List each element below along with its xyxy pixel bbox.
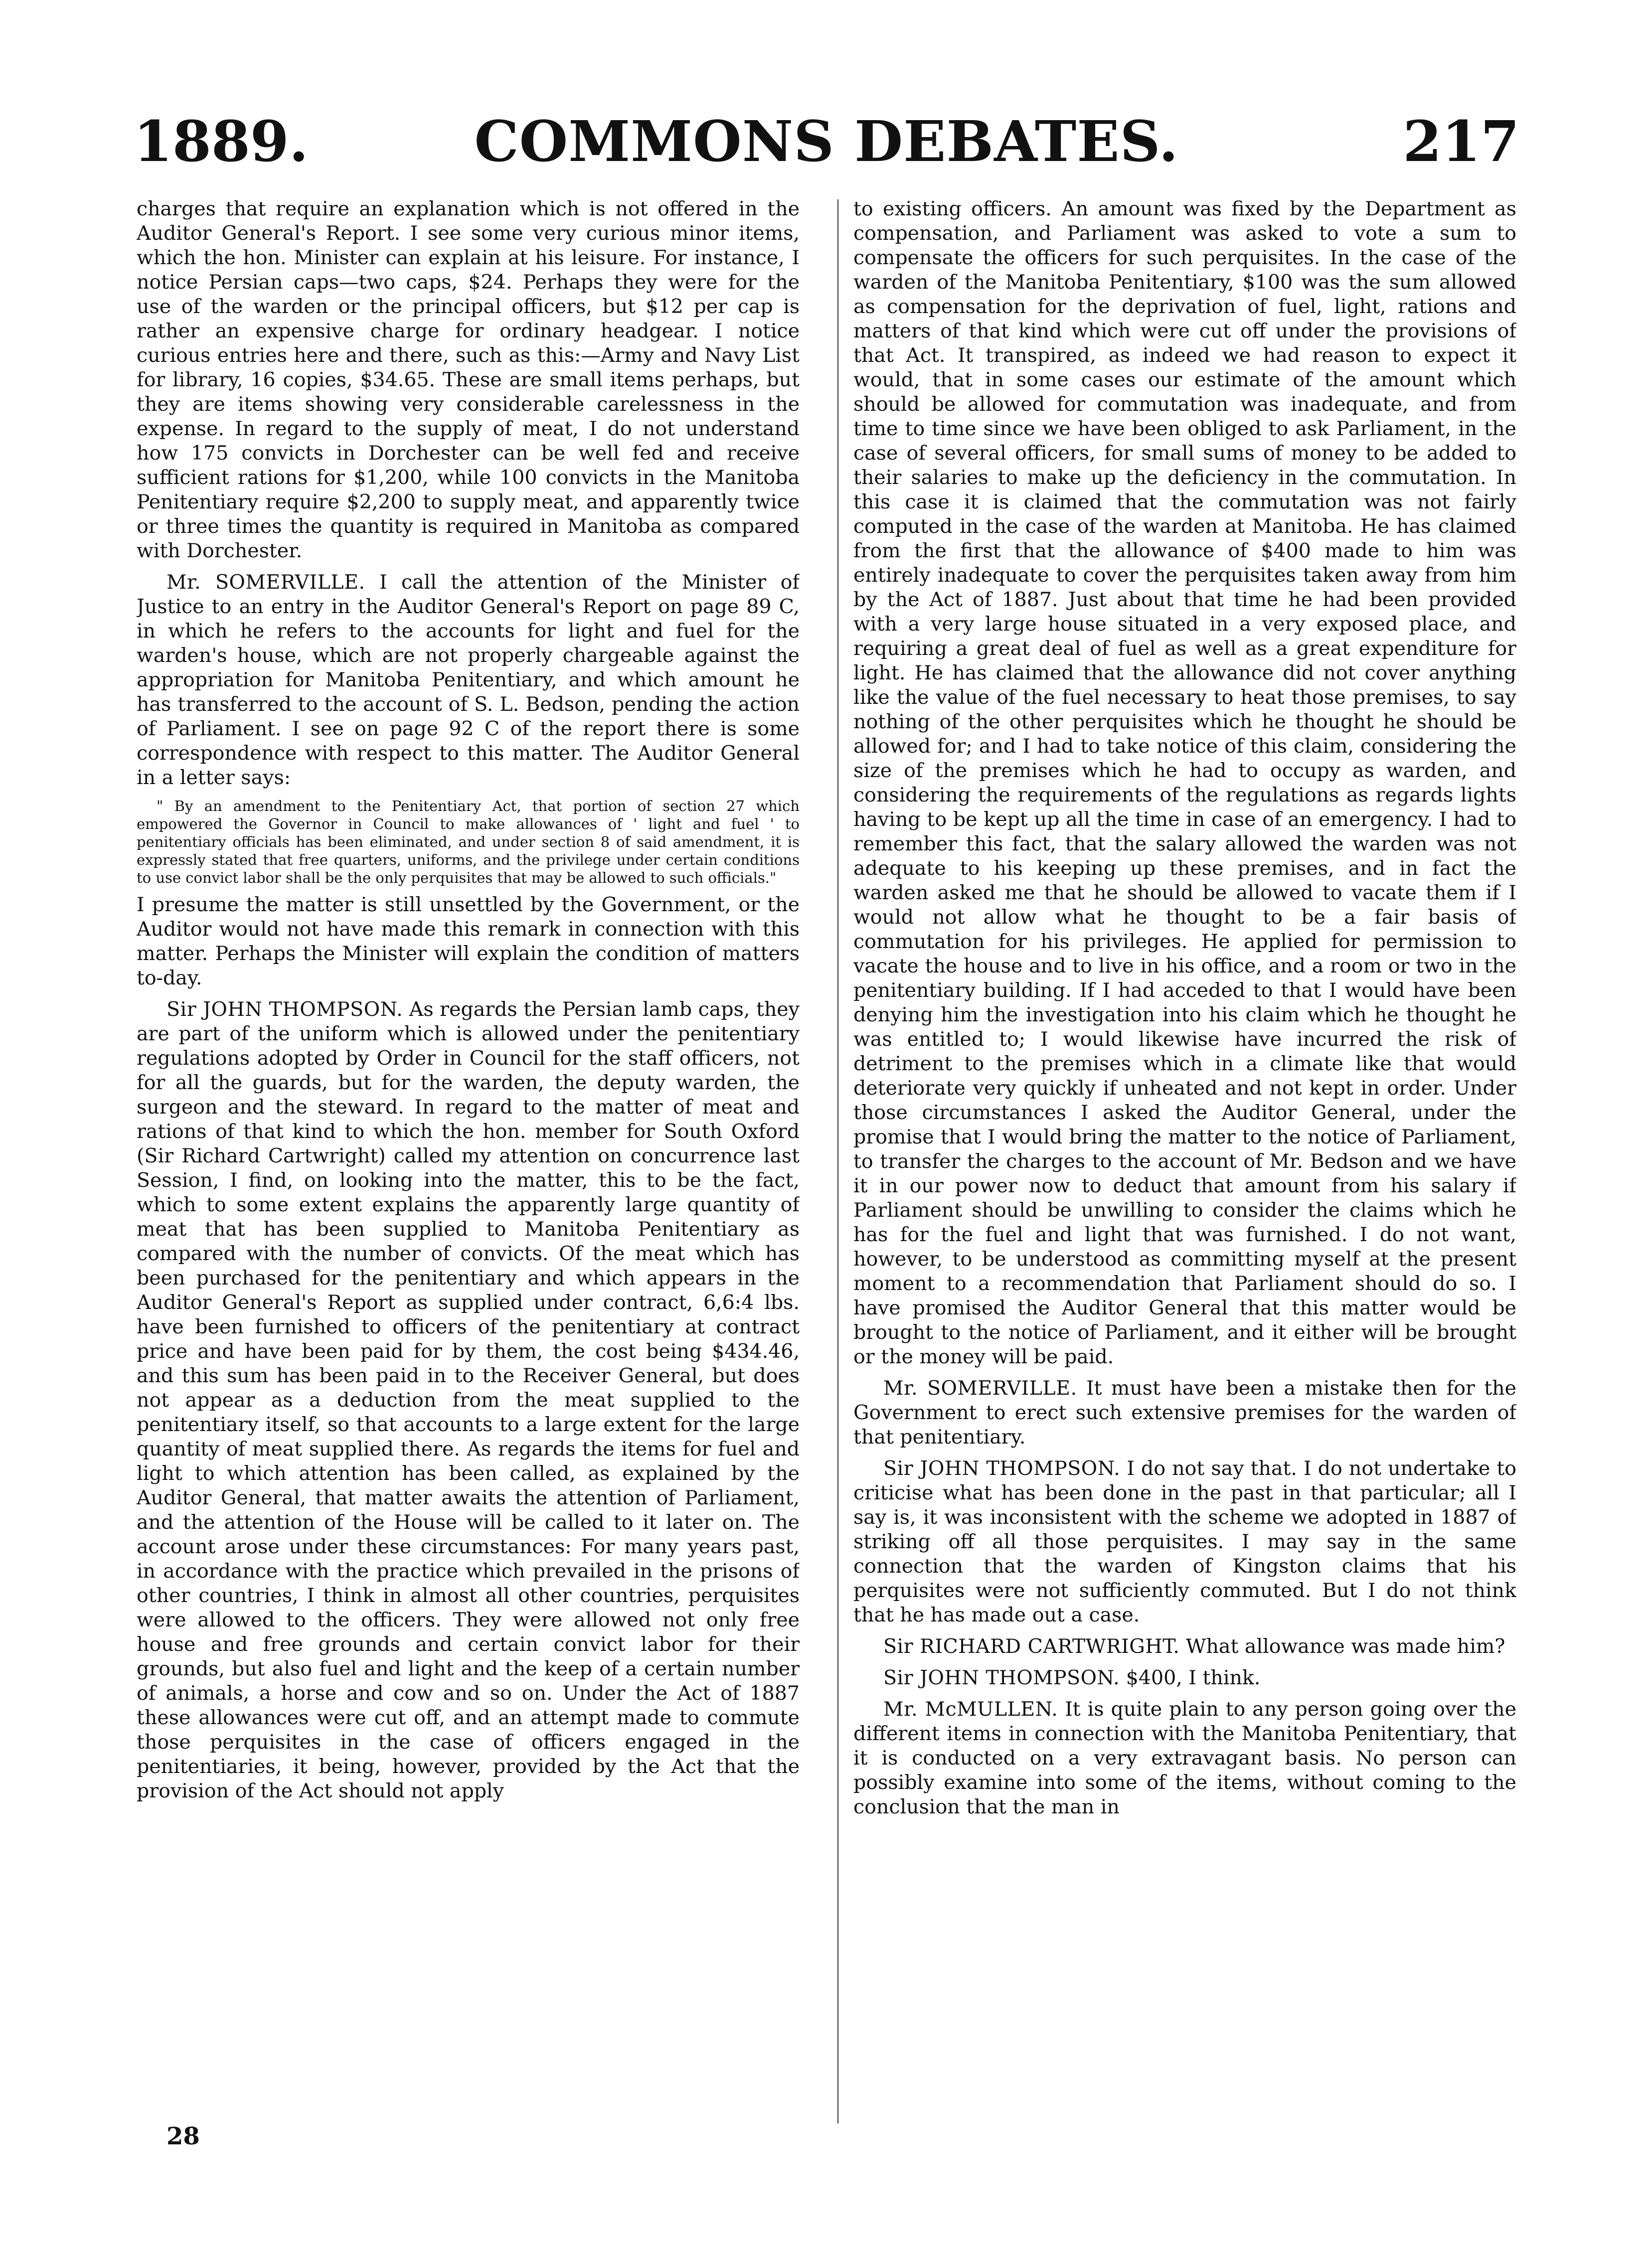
paragraph (853, 1376, 1516, 1450)
page-header (134, 105, 1519, 179)
paragraph: I presume the matter is still unsettled by the Government, or the Auditor would not have made this remark in connection with this matter. Perhaps the Minister will explain the condition of matters to-day. (137, 893, 800, 989)
speaker-name: Mr. SOMERVILLE. (883, 1377, 1077, 1400)
paragraph (853, 1634, 1516, 1659)
speaker-name: Mr. McMULLEN. (883, 1698, 1058, 1721)
speaker-name: Mr. SOMERVILLE. (166, 571, 365, 594)
speech-text: I call the attention of the Minister of Justice to an entry in the Auditor General's Report on page 89 C, in which he refers to the accounts for light and fuel for the warden's house, which are not properly chargeable against the appropriation for Manitoba Penitentiary, and which amount he has transferred to the account of S. L. Bedson, pending the action of Parliament. I see on page 92 C of the report there is some correspondence with respect to this matter. The Auditor General in a letter says: (137, 571, 800, 789)
speaker-name: Sir JOHN THOMPSON. (166, 998, 403, 1021)
paragraph (137, 997, 800, 1803)
speech-text: It must have been a mistake then for the Government to erect such extensive premises for the warden of that penitentiary. (853, 1377, 1516, 1449)
speaker-name: Sir JOHN THOMPSON. (883, 1666, 1120, 1689)
paragraph (853, 1666, 1516, 1690)
paragraph: to existing officers. An amount was fixed by the Department as compensation, and Parliament was asked to vote a sum to compensate the officers for such perquisites. In the case of the warden of the Manitoba Penitentiary, $100 was the sum allowed as compensation for the deprivation of fuel, light, rations and matters of that kind which were cut off under the provisions of that Act. It transpired, as indeed we had reason to expect it would, that in some cases our estimate of the amount which should be allowed for commutation was inadequate, and from time to time since we have been obliged to ask Parliament, in the case of several officers, for small sums of money to be added to their salaries to make up the deficiency in the commutation. In this case it is claimed that the commutation was not fairly computed in the case of the warden at Manitoba. He has claimed from the first that the allowance of $400 made to him was entirely inadequate to cover the perquisites taken away from him by the Act of 1887. Just about that time he had been provided with a very large house situated in a very exposed place, and requiring a great deal of fuel as well as a great expenditure for light. He has claimed that the allowance did not cover anything like the value of the fuel necessary to heat those premises, to say nothing of the other perquisites which he thought he should be allowed for; and I had to take notice of this claim, considering the size of the premises which he had to occupy as warden, and considering the requirements of the regulations as regards lights having to be kept up all the time in case of an emergency. I had to remember this fact, that the salary allowed the warden was not adequate to his keeping up these premises, and in fact the warden asked me that he should be allowed to vacate them if I would not allow what he thought to be a fair basis of commutation for his privileges. He applied for permission to vacate the house and to live in his office, and a room or two in the penitentiary building. If I had acceded to that I would have been denying him the investigation into his claim which he thought he was entitled to; I would likewise have incurred the risk of detriment to the premises which in a climate like that would deteriorate very quickly if unheated and not kept in order. Under those circumstances I asked the Auditor General, under the promise that I would bring the matter to the notice of Parliament, to transfer the charges to the account of Mr. Bedson and we have it in our power now to deduct that amount from his salary if Parliament should be unwilling to consider the claims which he has for the fuel and light that was furnished. I do not want, however, to be understood as committing myself at the present moment to a recommendation that Parliament should do so. I have promised the Auditor General that this matter would be brought to the notice of Parliament, and it either will be brought or the money will be paid. (853, 197, 1516, 1368)
paragraph (853, 1456, 1516, 1627)
header-title: COMMONS DEBATES. (474, 109, 1179, 174)
block-quote: " By an amendment to the Penitentiary Act, that portion of section 27 which empowered the Governor in Council to make allowances of ' light and fuel ' to penitentiary officials has been eliminated, and under section 8 of said amendment, it is expressly stated that free quarters, uniforms, and the privilege under certain conditions to use convict labor shall be the only perquisites that may be allowed to such officials." (137, 798, 800, 886)
speech-text: I do not say that. I do not undertake to criticise what has been done in the past in that particular; all I say is, it was inconsistent with the scheme we adopted in 1887 of striking off all those perquisites. I may say in the same connection that the warden of Kingston claims that his perquisites were not sufficiently commuted. But I do not think that he has made out a case. (853, 1457, 1516, 1626)
paragraph (853, 1697, 1516, 1819)
right-column (853, 197, 1516, 2131)
speech-text: $400, I think. (1120, 1666, 1261, 1689)
speech-text: What allowance was made him? (1179, 1635, 1505, 1658)
paragraph: charges that require an explanation which is not offered in the Auditor General's Report. I see some very curious minor items, which the hon. Minister can explain at his leisure. For instance, I notice Persian caps—two caps, $24. Perhaps they were for the use of the warden or the principal officers, but $12 per cap is rather an expensive charge for ordinary headgear. I notice curious entries here and there, such as this:—Army and Navy List for library, 16 copies, $34.65. These are small items perhaps, but they are items showing very considerable carelessness in the expense. In regard to the supply of meat, I do not understand how 175 convicts in Dorchester can be well fed and receive sufficient rations for $1,200, while 100 convicts in the Manitoba Penitentiary require $2,200 to supply meat, and apparently twice or three times the quantity is required in Manitoba as compared with Dorchester. (137, 197, 800, 562)
paragraph (137, 570, 800, 790)
speaker-name: Sir JOHN THOMPSON. (883, 1457, 1121, 1480)
page-number: 217 (1403, 109, 1519, 174)
header-year: 1889. (134, 109, 309, 174)
speech-text: As regards the Persian lamb caps, they are part of the uniform which is allowed under the penitentiary regulations adopted by Order in Council for the staff officers, not for all the guards, but for the warden, the deputy warden, the surgeon and the steward. In regard to the matter of meat and rations of that kind to which the hon. member for South Oxford (Sir Richard Cartwright) called my attention on concurrence last Session, I find, on looking into the matter, this to be the fact, which to some extent explains the apparently large quantity of meat that has been supplied to Manitoba Penitentiary as compared with the number of convicts. Of the meat which has been purchased for the penitentiary and which appears in the Auditor General's Report as supplied under contract, 6,6:4 lbs. have been furnished to officers of the penitentiary at contract price and have been paid for by them, the cost being $434.46, and this sum has been paid in to the Receiver General, but does not appear as a deduction from the meat supplied to the penitentiary itself, so that accounts to a large extent for the large quantity of meat supplied there. As regards the items for fuel and light to which attention has been called, as explained by the Auditor General, that matter awaits the attention of Parliament, and the attention of the House will be called to it later on. The account arose under these circumstances: For many years past, in accordance with the practice which prevailed in the prisons of other countries, I think in almost all other countries, perquisites were allowed to the officers. They were allowed not only free house and free grounds and certain convict labor for their grounds, but also fuel and light and the keep of a certain number of animals, a horse and cow and so on. Under the Act of 1887 these allowances were cut off, and an attempt made to commute those perquisites in the case of officers engaged in the penitentiaries, it being, however, provided by the Act that the provision of the Act should not apply (137, 998, 800, 1802)
left-column (137, 197, 800, 2131)
column-divider (837, 199, 838, 2123)
speech-text: It is quite plain to any person going over the different items in connection with the Manitoba Penitentiary, that it is conducted on a very extravagant basis. No person can possibly examine into some of the items, without coming to the conclusion that the man in (853, 1698, 1516, 1818)
speaker-name: Sir RICHARD CARTWRIGHT. (883, 1635, 1180, 1658)
signature-mark: 28 (166, 2122, 200, 2150)
